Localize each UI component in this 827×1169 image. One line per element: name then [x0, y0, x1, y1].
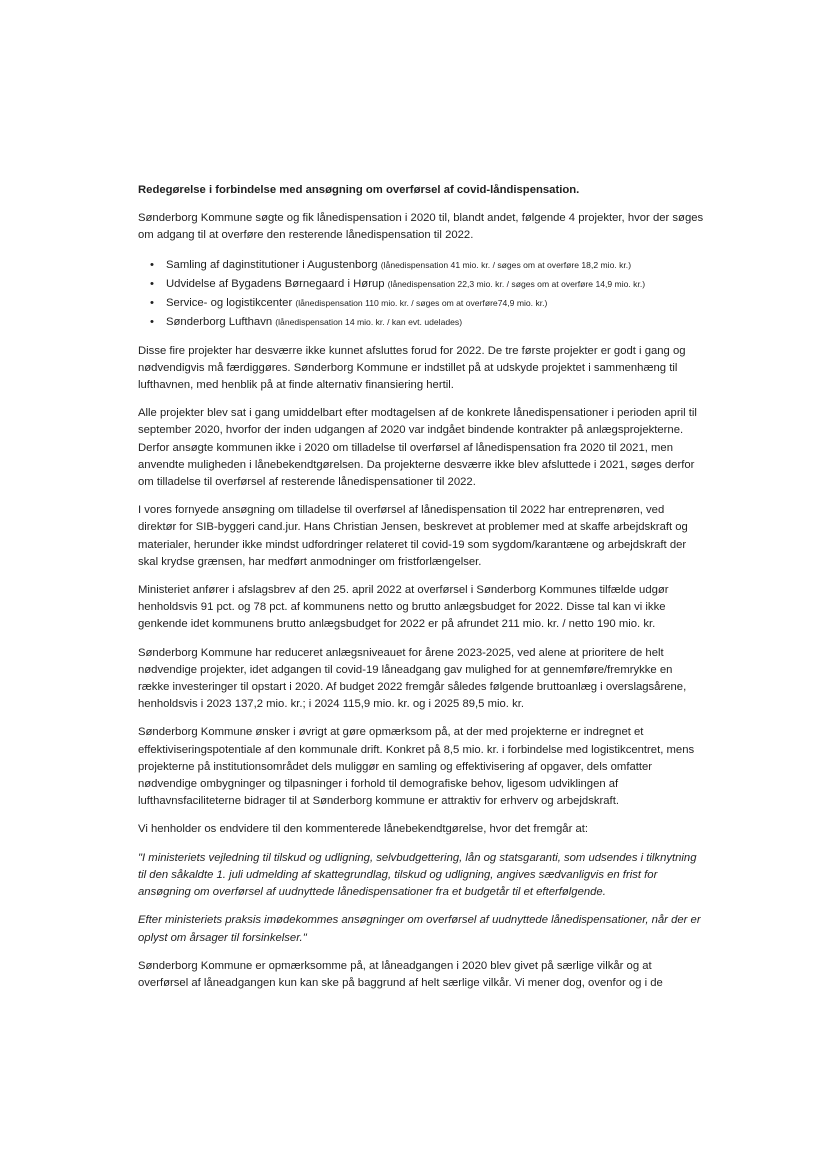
paragraph-6: Sønderborg Kommune ønsker i øvrigt at gøre opmærksom på, at der med projekterne er indregnet et effektiviseringspotentiale af den kommunale drift. Konkret på 8,5 mio. kr. i forbindelse med logistikcentret, mens projekterne på institutionsområdet dels muliggør en samling og effektivisering af opgaver, dels omfatter nødvendige ombygninger og tilpasninger i forhold til demografiske behov, ligesom udviklingen af lufthavnsfaciliteterne bidrager til at Sønderborg kommune er attraktiv for erhverv og arbejdskraft.	[138, 726, 695, 808]
document-title: Redegørelse i forbindelse med ansøgning om overførsel af covid-låndispensation.	[138, 184, 580, 196]
paragraph-2: Alle projekter blev sat i gang umiddelbart efter modtagelsen af de konkrete lånedispensationer i perioden april til september 2020, hvorfor der inden udgangen af 2020 var indgået bindende kontrakter på anlægsprojekterne. Derfor ansøgte kommunen ikke i 2020 om tilladelse til overførsel af lånedispensation fra 2020 til 2021, men anvendte muligheden i lånebekendtgørelsen. Da projekterne desværre ikke blev afsluttede i 2021, søges derfor om tilladelse til overførsel af resterende lånedispensationer til 2022.	[138, 407, 697, 489]
project-name: Samling af daginstitutioner i Augustenborg	[166, 258, 378, 271]
bullet-icon: •	[150, 258, 154, 271]
paragraph-4: Ministeriet anfører i afslagsbrev af den 25. april 2022 at overførsel i Sønderborg Kommunes tilfælde udgør henholdsvis 91 pct. og 78 pct. af kommunens netto og brutto anlægsbudget for 2022. Disse tal kan vi ikke genkende idet kommunens brutto anlægsbudget for 2022 er på afrundet 211 mio. kr. / netto 190 mio. kr.	[138, 584, 669, 631]
project-note: (lånedispensation 41 mio. kr. / søges om at overføre 18,2 mio. kr.)	[380, 259, 632, 270]
list-item	[138, 294, 704, 313]
paragraph-5: Sønderborg Kommune har reduceret anlægsniveauet for årene 2023-2025, ved alene at prioritere de helt nødvendige projekter, idet adgangen til covid-19 låneadgang gav mulighed for at gennemføre/fremrykke en række investeringer til opstart i 2020. Af budget 2022 fremgår således følgende bruttoanlæg i overslagsårene, henholdsvis i 2023 137,2 mio. kr.; i 2024 115,9 mio. kr. og i 2025 89,5 mio. kr.	[138, 646, 687, 711]
document-body	[138, 182, 704, 1003]
project-name: Udvidelse af Bygadens Børnegaard i Hørup	[166, 277, 385, 290]
bullet-icon: •	[150, 315, 154, 328]
bullet-icon: •	[150, 277, 154, 290]
list-item	[138, 313, 704, 332]
paragraph-7: Vi henholder os endvidere til den kommenterede lånebekendtgørelse, hvor det fremgår at:	[138, 823, 589, 836]
quote-paragraph-1: "I ministeriets vejledning til tilskud og udligning, selvbudgettering, lån og statsgaranti, som udsendes i tilknytning til den såkaldte 1. juli udmelding af skattegrundlag, tilskud og udligning, angives sædvanligvis en frist for ansøgning om overførsel af uudnyttede lånedispensationer fra et budgetår til et efterfølgende.	[138, 851, 697, 899]
project-list	[138, 256, 704, 332]
list-item	[138, 275, 704, 294]
quote-paragraph-2: Efter ministeriets praksis imødekommes ansøgninger om overførsel af uudnyttede lånedispensationer, når der er oplyst om årsager til forsinkelser."	[138, 914, 701, 944]
project-note: (lånedispensation 14 mio. kr. / kan evt. udelades)	[275, 316, 463, 327]
project-name: Service- og logistikcenter	[166, 296, 293, 309]
project-name: Sønderborg Lufthavn	[166, 315, 273, 328]
project-note: (lånedispensation 22,3 mio. kr. / søges om at overføre 14,9 mio. kr.)	[387, 278, 646, 289]
paragraph-1: Disse fire projekter har desværre ikke kunnet afsluttes forud for 2022. De tre første projekter er godt i gang og nødvendigvis må færdiggøres. Sønderborg Kommune er indstillet på at udskyde projektet i sammenhæng til lufthavnen, med henblik på at finde alternativ finansiering hertil.	[138, 344, 686, 392]
paragraph-8: Sønderborg Kommune er opmærksomme på, at låneadgangen i 2020 blev givet på særlige vilkår og at overførsel af låneadgangen kun kan ske på baggrund af helt særlige vilkår. Vi mener dog, ovenfor og i de	[138, 959, 663, 989]
list-item	[138, 256, 704, 275]
paragraph-3: I vores fornyede ansøgning om tilladelse til overførsel af lånedispensation til 2022 har entreprenøren, ved direktør for SIB-byggeri cand.jur. Hans Christian Jensen, beskrevet at problemer med at skaffe arbejdskraft og materialer, herunder ikke mindst udfordringer relateret til covid-19 som sygdom/karantæne og arbejdskraft der skal krydse grænsen, har medført anmodninger om fristforlængelser.	[138, 504, 688, 568]
intro-paragraph: Sønderborg Kommune søgte og fik lånedispensation i 2020 til, blandt andet, følgende 4 projekter, hvor der søges om adgang til at overføre den resterende lånedispensation til 2022.	[138, 212, 704, 242]
project-note: (lånedispensation 110 mio. kr. / søges om at overføre74,9 mio. kr.)	[295, 297, 548, 308]
bullet-icon: •	[150, 296, 154, 309]
